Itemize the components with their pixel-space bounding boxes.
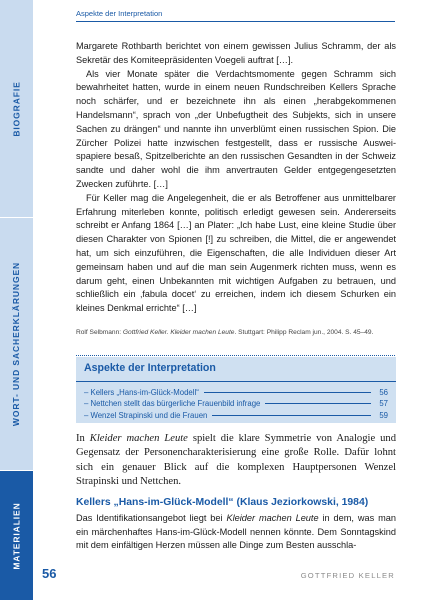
- toc-leader-line: [265, 403, 371, 404]
- source-title: Gottfried Keller. Kleider machen Leute: [122, 329, 235, 336]
- quote-block: [76, 40, 396, 316]
- intro-paragraph: [76, 432, 396, 489]
- interpretation-box: [76, 357, 396, 423]
- toc-item[interactable]: [84, 410, 388, 421]
- sidebar-tab-materialien[interactable]: [0, 470, 33, 600]
- toc-item[interactable]: [84, 387, 388, 398]
- intro-text-start: In: [76, 433, 90, 444]
- quote-paragraph-1: Margarete Rothbarth berichtet von einem gewissen Julius Schramm, der als Sekretär des Komiteepräsidenten Voegeli auftrat […].: [76, 41, 396, 65]
- toc-leader-line: [204, 392, 371, 393]
- toc-leader-line: [212, 415, 371, 416]
- sidebar-tab-biografie[interactable]: [0, 0, 33, 217]
- source-publisher: . Stuttgart: Philipp Reclam jun., 2004. S. 45–49.: [234, 329, 374, 336]
- section-paragraph: [76, 512, 396, 553]
- box-title: Aspekte der Interpretation: [84, 362, 216, 374]
- intro-text-rest: spielt die klare Symmetrie von Analogie und Gegensatz der Personencharakterisierung eine große Rolle. Dafür lohnt sich ein genauer Blick auf die komplexen Hauptpersonen Wenzel Strapinski und Nettchen.: [76, 433, 396, 487]
- quote-paragraph-3: Für Keller mag die Angelegenheit, die er als Betroffener aus unmittelbarer Erfahrung miterleben konnte, politisch erledigt gewesen sein. Andererseits schreibt er Anfang 1864 […] an Plater: „Ich habe Lust, eine kleine Studie über diesen Charakter von Spionen [!] zu schreiben, die Mittel, die er angewendet hat, um sich einzuführen, die Eigenschaften, die alle Individuen dieser Art gemeinsam haben und auf die man sein Augenmerk richten muss, wenn es darum geht, einen Unbekannten mit wichtigen Aufgaben zu betrauen, und schließlich ein ‚fabula docet‘ zu erreichen, indem ich diesem Schurken ein kleines Denkmal errichte“ […]: [76, 192, 396, 314]
- page-number: 56: [42, 566, 57, 581]
- source-author: Rolf Selbmann:: [76, 329, 123, 336]
- quote-paragraph-2: Als vier Monate später die Verdachtsmomente gegen Schramm sich bewahrheitet hatten, wurde in einem neuen Rundschreiben Kellers Sprache noch schärfer, und er bezeichnete ihn als einen „herabgekommenen Handelsmann“, sprach von „der Unbefugtheit des Subjekts, sich in unsere Sachen zu drängen“ und nannte ihn unverblümt einen russischen Spion. Die Zürcher Polizei hatte inzwischen festgestellt, dass er russische Ausweispapiere besaß, Spitzelberichte an den russischen Gesandten in der Schweiz sandte und daher wohl die ihm anvertrauten Gelder entgegengesetzten Zwecken zuführte. […]: [76, 68, 396, 189]
- sidebar: [0, 0, 33, 600]
- running-head: Aspekte der Interpretation: [76, 9, 163, 18]
- section-work-title: Kleider machen Leute: [226, 513, 319, 523]
- toc-item[interactable]: [84, 398, 388, 409]
- section-heading: Kellers „Hans-im-Glück-Modell“ (Klaus Jeziorkowski, 1984): [76, 497, 369, 508]
- header-rule: [76, 21, 395, 22]
- sidebar-label-biografie: BIOGRAFIE: [11, 80, 22, 137]
- toc-item-label: – Nettchen stellt das bürgerliche Frauenbild infrage: [84, 399, 261, 409]
- intro-work-title: Kleider machen Leute: [89, 433, 188, 444]
- toc-item-label: – Kellers „Hans-im-Glück-Modell“: [84, 388, 199, 397]
- toc-list: [84, 387, 388, 421]
- toc-item-label: – Wenzel Strapinski und die Frauen: [84, 410, 208, 420]
- toc-item-page: 59: [379, 410, 388, 420]
- sidebar-label-wort: WORT- UND SACHERKLÄRUNGEN: [11, 261, 22, 427]
- toc-item-page: 57: [379, 399, 388, 409]
- sidebar-tab-wort-und-sacherklaerungen[interactable]: [0, 217, 33, 470]
- dotted-divider: [76, 355, 395, 356]
- section-text-rest: in dem, was man ein märchenhaftes Hans-im-Glück-Modell nennen könnte. Dem Sonntagskind mit dem einfältigen Herzen müssen alle Dinge zum Besten ausschla-: [76, 513, 396, 551]
- footer-author-name: GOTTFRIED KELLER: [300, 571, 395, 580]
- box-title-rule: [76, 381, 396, 382]
- source-citation: [76, 328, 396, 337]
- sidebar-label-materialien: MATERIALIEN: [11, 501, 22, 570]
- toc-item-page: 56: [379, 388, 388, 397]
- section-text-start: Das Identifikationsangebot liegt bei: [76, 513, 227, 523]
